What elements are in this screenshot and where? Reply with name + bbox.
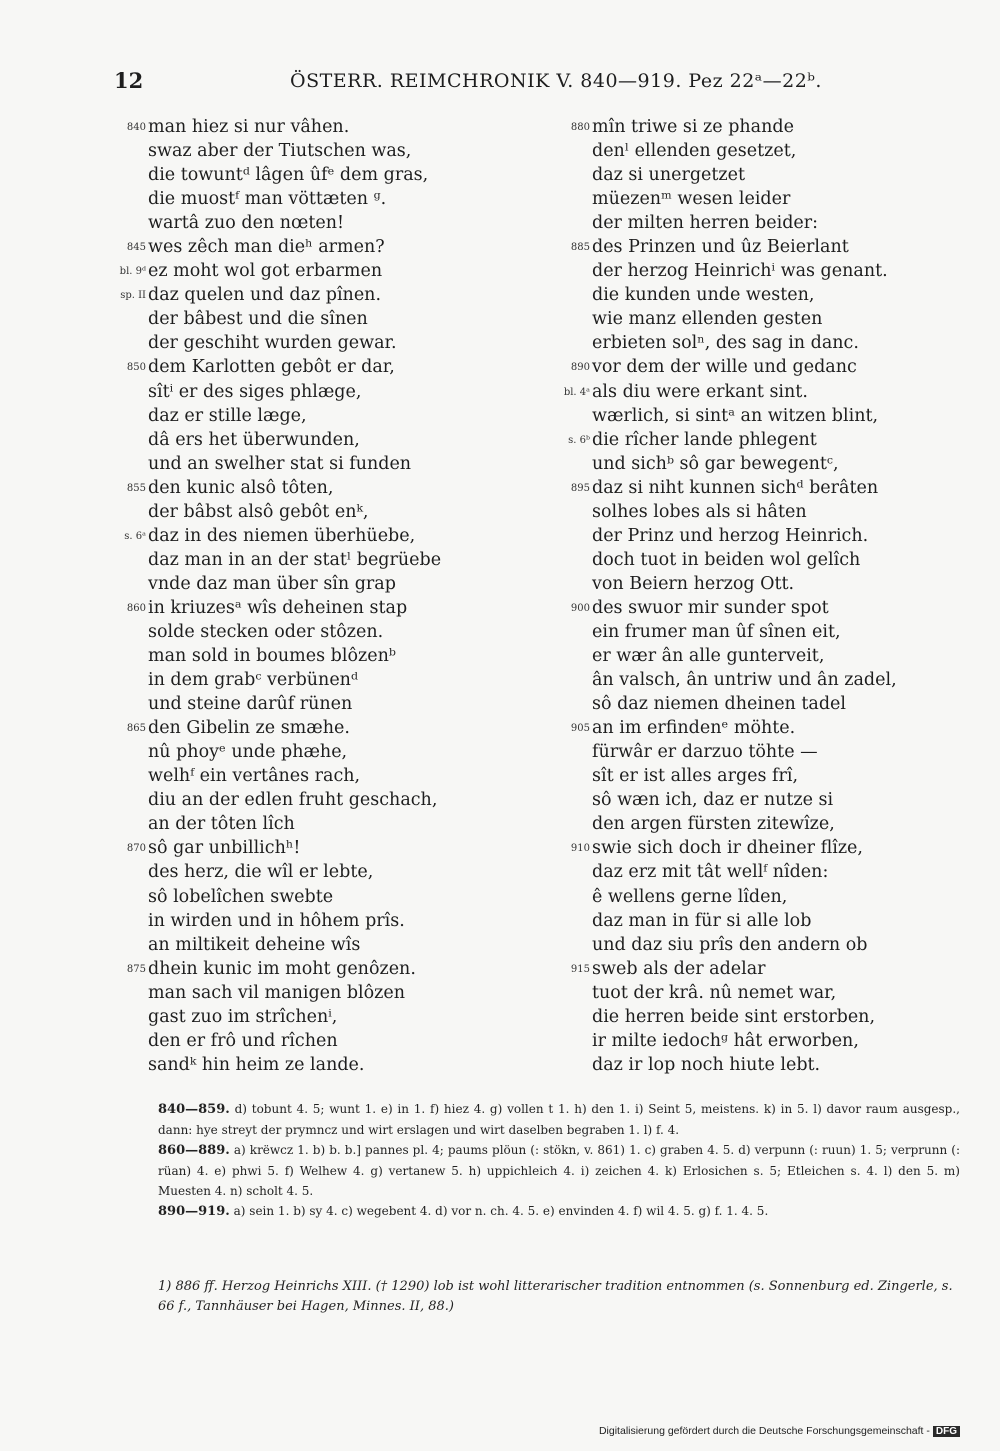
line-reference: 890 [570, 362, 590, 374]
verse-line [510, 355, 1000, 379]
verse-text: die muostᶠ man vöttæten ᵍ. [148, 189, 387, 210]
verse-text: die towuntᵈ lâgen ûfᵉ dem gras, [148, 165, 429, 186]
verse-text: ein frumer man ûf sînen eit, [592, 621, 841, 642]
verse-text: von Beiern herzog Ott. [592, 573, 795, 594]
verse-line [0, 716, 540, 740]
verse-line [0, 860, 540, 884]
verse-line [510, 1053, 1000, 1077]
verse-text: und sichᵇ sô gar bewegentᶜ, [592, 453, 839, 474]
verse-line [510, 476, 1000, 500]
verse-line [510, 596, 1000, 620]
verse-line [510, 548, 1000, 572]
digitization-credit [599, 1425, 960, 1437]
line-reference: 840 [126, 122, 146, 133]
line-reference: bl. 4ᵃ [563, 386, 590, 398]
verse-line [0, 836, 540, 860]
verse-text: daz in des niemen überhüebe, [148, 525, 416, 546]
line-reference: 845 [126, 242, 146, 254]
verse-line [510, 139, 1000, 163]
dfg-logo: DFG [933, 1426, 960, 1437]
verse-text: nû phoyᵉ unde phæhe, [148, 742, 348, 763]
verse-text: der Prinz und herzog Heinrich. [592, 525, 869, 546]
verse-text: der bâbst alsô gebôt enᵏ, [148, 501, 369, 522]
verse-line [0, 404, 540, 428]
verse-text: swaz aber der Tiutschen was, [148, 141, 412, 162]
verse-text: dâ ers het überwunden, [148, 429, 360, 450]
verse-line [0, 620, 540, 644]
verse-line [0, 644, 540, 668]
verse-line [510, 692, 1000, 716]
verse-text: erbieten solⁿ, des sag in danc. [592, 333, 859, 354]
line-reference: 850 [126, 362, 146, 374]
verse-line [510, 740, 1000, 764]
verse-text: sô daz niemen dheinen tadel [592, 694, 847, 715]
verse-text: ir milte iedochᵍ hât erworben, [592, 1030, 859, 1051]
verse-text: sô lobelîchen swebte [148, 886, 334, 907]
verse-text: die rîcher lande phlegent [592, 429, 817, 450]
verse-text: man hiez si nur vâhen. [148, 117, 350, 137]
apparatus-range: 890—919. [158, 1204, 230, 1219]
verse-line [510, 307, 1000, 331]
verse-line [510, 235, 1000, 259]
verse-line [510, 452, 1000, 476]
verse-text: sô gar unbillichʰ! [148, 838, 301, 859]
verse-text: wartâ zuo den nœten! [148, 213, 345, 234]
verse-line [0, 307, 540, 331]
verse-text: daz man in an der statˡ begrüebe [148, 549, 442, 570]
verse-line [0, 692, 540, 716]
verse-text: daz man in für si alle lob [592, 910, 812, 931]
verse-text: vnde daz man über sîn grap [148, 573, 396, 594]
apparatus-text: a) sein 1. b) sy 4. c) wegebent 4. d) vor n. ch. 4. 5. e) envinden 4. f) wil 4. 5. g) f. 1. 4. 5. [233, 1204, 769, 1218]
verse-text: daz er stille læge, [148, 405, 307, 426]
footnote [122, 1277, 960, 1317]
verse-text: den Gibelin ze smæhe. [148, 718, 350, 739]
verse-line [510, 716, 1000, 740]
verse-text: daz si unergetzet [592, 165, 746, 186]
line-reference: 870 [126, 843, 146, 855]
verse-line [510, 644, 1000, 668]
line-reference: 855 [126, 482, 146, 494]
verse-column-right [510, 115, 1000, 1077]
verse-line [0, 788, 540, 812]
line-reference: s. 6ᵇ [568, 434, 590, 446]
verse-line [510, 1029, 1000, 1053]
verse-line [0, 163, 540, 187]
verse-text: daz quelen und daz pînen. [148, 285, 382, 306]
verse-line [510, 909, 1000, 933]
verse-line [0, 283, 540, 307]
verse-line [0, 981, 540, 1005]
verse-line [0, 259, 540, 283]
verse-text: swie sich doch ir dheiner flîze, [592, 838, 863, 859]
verse-line [510, 428, 1000, 452]
verse-text: der geschiht wurden gewar. [148, 333, 397, 354]
verse-text: an miltikeit deheine wîs [148, 934, 361, 955]
line-reference: 895 [570, 482, 590, 494]
verse-text: sandᵏ hin heim ze lande. [148, 1054, 365, 1075]
verse-line [0, 500, 540, 524]
verse-text: und daz siu prîs den andern ob [592, 934, 868, 955]
verse-text: man sach vil manigen blôzen [148, 982, 406, 1003]
verse-text: welhᶠ ein vertânes rach, [148, 766, 361, 787]
line-reference: 915 [570, 963, 590, 975]
verse-line [0, 524, 540, 548]
verse-line [510, 259, 1000, 283]
verse-text: den kunic alsô tôten, [148, 477, 334, 498]
verse-line [0, 957, 540, 981]
verse-line [0, 187, 540, 211]
verse-line [510, 764, 1000, 788]
line-reference: 880 [570, 122, 590, 133]
verse-text: er wær ân alle gunterveit, [592, 646, 825, 667]
line-reference: 900 [570, 602, 590, 614]
verse-text: und steine darûf rünen [148, 694, 353, 715]
verse-text: ê wellens gerne lîden, [592, 886, 788, 907]
verse-text: den argen fürsten zitewîze, [592, 814, 835, 835]
verse-text: in dem grabᶜ verbünenᵈ [148, 670, 358, 691]
verse-text: wes zêch man dieʰ armen? [148, 237, 385, 258]
verse-text: an im erfindenᵉ möhte. [592, 718, 796, 739]
verse-line [510, 331, 1000, 355]
line-reference: 910 [570, 843, 590, 855]
verse-text: der herzog Heinrichⁱ was genant. [592, 261, 888, 282]
verse-text: der milten herren beider: [592, 213, 819, 234]
verse-text: daz erz mit tât wellᶠ nîden: [592, 862, 829, 883]
verse-line [0, 1029, 540, 1053]
verse-line [0, 428, 540, 452]
apparatus-entry [122, 1140, 960, 1201]
verse-line [510, 500, 1000, 524]
verse-text: sîtⁱ er des siges phlæge, [148, 381, 362, 402]
verse-line [0, 331, 540, 355]
credit-text: Digitalisierung gefördert durch die Deutsche Forschungsgemeinschaft - [598, 1425, 930, 1437]
running-head: ÖSTERR. REIMCHRONIK V. 840—919. Pez 22ᵃ—22ᵇ. [290, 70, 822, 92]
verse-text: tuot der krâ. nû nemet war, [592, 982, 837, 1003]
line-reference: s. 6ᵃ [124, 530, 146, 542]
verse-text: in kriuzesᵃ wîs deheinen stap [148, 597, 408, 618]
verse-text: müezenᵐ wesen leider [592, 189, 791, 210]
verse-line [0, 1053, 540, 1077]
line-reference: sp. II [120, 290, 146, 302]
verse-text: die kunden unde westen, [592, 285, 815, 306]
verse-line [0, 476, 540, 500]
verse-text: denˡ ellenden gesetzet, [592, 141, 797, 162]
verse-line [510, 211, 1000, 235]
verse-text: daz si niht kunnen sichᵈ berâten [592, 477, 879, 498]
line-reference: bl. 9ᵈ [119, 266, 146, 278]
line-reference: 865 [126, 723, 146, 735]
apparatus-text: d) tobunt 4. 5; wunt 1. e) in 1. f) hiez 4. g) vollen t 1. h) den 1. i) Seint 5, meistens. k) in 5. l) davor raum ausgesp., dann: hye streyt der prymncz und wirt erslagen und wirt daselben begraben 1. l) f. 4. [158, 1102, 960, 1137]
verse-line [510, 620, 1000, 644]
verse-text: als diu were erkant sint. [592, 381, 808, 402]
verse-text: sô wæn ich, daz er nutze si [592, 790, 834, 811]
verse-text: des Prinzen und ûz Beierlant [592, 237, 849, 258]
footnote-text: 1) 886 ff. Herzog Heinrichs XIII. († 1290) lob ist wohl litterarischer tradition entnommen (s. Sonnenburg ed. Zingerle, s. 66 f., Tannhäuser bei Hagen, Minnes. II, 88.) [158, 1279, 953, 1314]
verse-line [510, 283, 1000, 307]
verse-line [0, 1005, 540, 1029]
verse-text: der bâbest und die sînen [148, 309, 368, 330]
verse-text: ân valsch, ân untriw und ân zadel, [592, 670, 897, 691]
verse-line [0, 596, 540, 620]
verse-text: an der tôten lîch [148, 814, 295, 835]
verse-column-left [0, 115, 540, 1077]
page-number: 12 [114, 68, 144, 93]
line-reference: 875 [126, 963, 146, 975]
verse-text: vor dem der wille und gedanc [592, 357, 857, 378]
verse-text: den er frô und rîchen [148, 1030, 338, 1051]
verse-text: gast zuo im strîchenⁱ, [148, 1006, 338, 1027]
apparatus-entry [122, 1201, 960, 1222]
verse-line [510, 380, 1000, 404]
verse-line [0, 380, 540, 404]
critical-apparatus [122, 1099, 960, 1222]
verse-line [510, 163, 1000, 187]
verse-text: wie manz ellenden gesten [592, 309, 823, 330]
verse-line [510, 812, 1000, 836]
verse-line [510, 957, 1000, 981]
verse-text: doch tuot in beiden wol gelîch [592, 549, 861, 570]
verse-line [510, 981, 1000, 1005]
verse-text: die herren beide sint erstorben, [592, 1006, 876, 1027]
line-reference: 905 [570, 723, 590, 735]
apparatus-text: a) krëwcz 1. b) b. b.] pannes pl. 4; paums plöun (: stökn, v. 861) 1. c) graben 4. 5. d) verpunn (: ruun) 1. 5; verprunn (: rüan) 4. e) phwi 5. f) Welhew 4. g) vertanew 5. h) uppichleich 4. i) zeichen 4. k) Erlosichen s. 5; Etleichen s. 4. l) den 5. m) Muesten 4. n) scholt 4. 5. [158, 1143, 960, 1198]
verse-line [510, 860, 1000, 884]
verse-line [510, 524, 1000, 548]
verse-text: des swuor mir sunder spot [592, 597, 829, 618]
verse-line [0, 909, 540, 933]
apparatus-range: 860—889. [158, 1143, 230, 1158]
verse-line [0, 211, 540, 235]
verse-line [510, 404, 1000, 428]
verse-line [0, 548, 540, 572]
verse-text: ez moht wol got erbarmen [148, 261, 383, 282]
verse-text: und an swelher stat si funden [148, 453, 412, 474]
verse-text: sît er ist alles arges frî, [592, 766, 799, 787]
line-reference: 885 [570, 242, 590, 254]
verse-text: des herz, die wîl er lebte, [148, 862, 374, 883]
verse-line [510, 572, 1000, 596]
verse-text: fürwâr er darzuo töhte — [592, 742, 818, 763]
verse-line [0, 740, 540, 764]
verse-text: in wirden und in hôhem prîs. [148, 910, 405, 931]
verse-line [510, 885, 1000, 909]
verse-line [510, 668, 1000, 692]
verse-text: sweb als der adelar [592, 958, 766, 979]
verse-text: dhein kunic im moht genôzen. [148, 958, 416, 979]
verse-line [0, 139, 540, 163]
verse-text: solhes lobes als si hâten [592, 501, 807, 522]
verse-line [510, 933, 1000, 957]
verse-line [0, 933, 540, 957]
verse-line [510, 788, 1000, 812]
verse-line [0, 452, 540, 476]
verse-text: daz ir lop noch hiute lebt. [592, 1054, 821, 1075]
verse-line [0, 355, 540, 379]
verse-text: man sold in boumes blôzenᵇ [148, 646, 396, 667]
apparatus-entry [122, 1099, 960, 1140]
verse-line [510, 836, 1000, 860]
verse-text: solde stecken oder stôzen. [148, 621, 384, 642]
verse-line [510, 115, 1000, 139]
verse-line [0, 668, 540, 692]
verse-text: mîn triwe si ze phande [592, 117, 794, 137]
verse-line [0, 764, 540, 788]
verse-text: wærlich, si sintᵃ an witzen blint, [592, 405, 879, 426]
apparatus-range: 840—859. [158, 1102, 230, 1117]
verse-line [0, 885, 540, 909]
verse-text: dem Karlotten gebôt er dar, [148, 357, 395, 378]
verse-line [510, 1005, 1000, 1029]
verse-line [0, 572, 540, 596]
line-reference: 860 [126, 602, 146, 614]
verse-line [0, 115, 540, 139]
verse-text: diu an der edlen fruht geschach, [148, 790, 438, 811]
verse-line [510, 187, 1000, 211]
verse-line [0, 235, 540, 259]
verse-line [0, 812, 540, 836]
